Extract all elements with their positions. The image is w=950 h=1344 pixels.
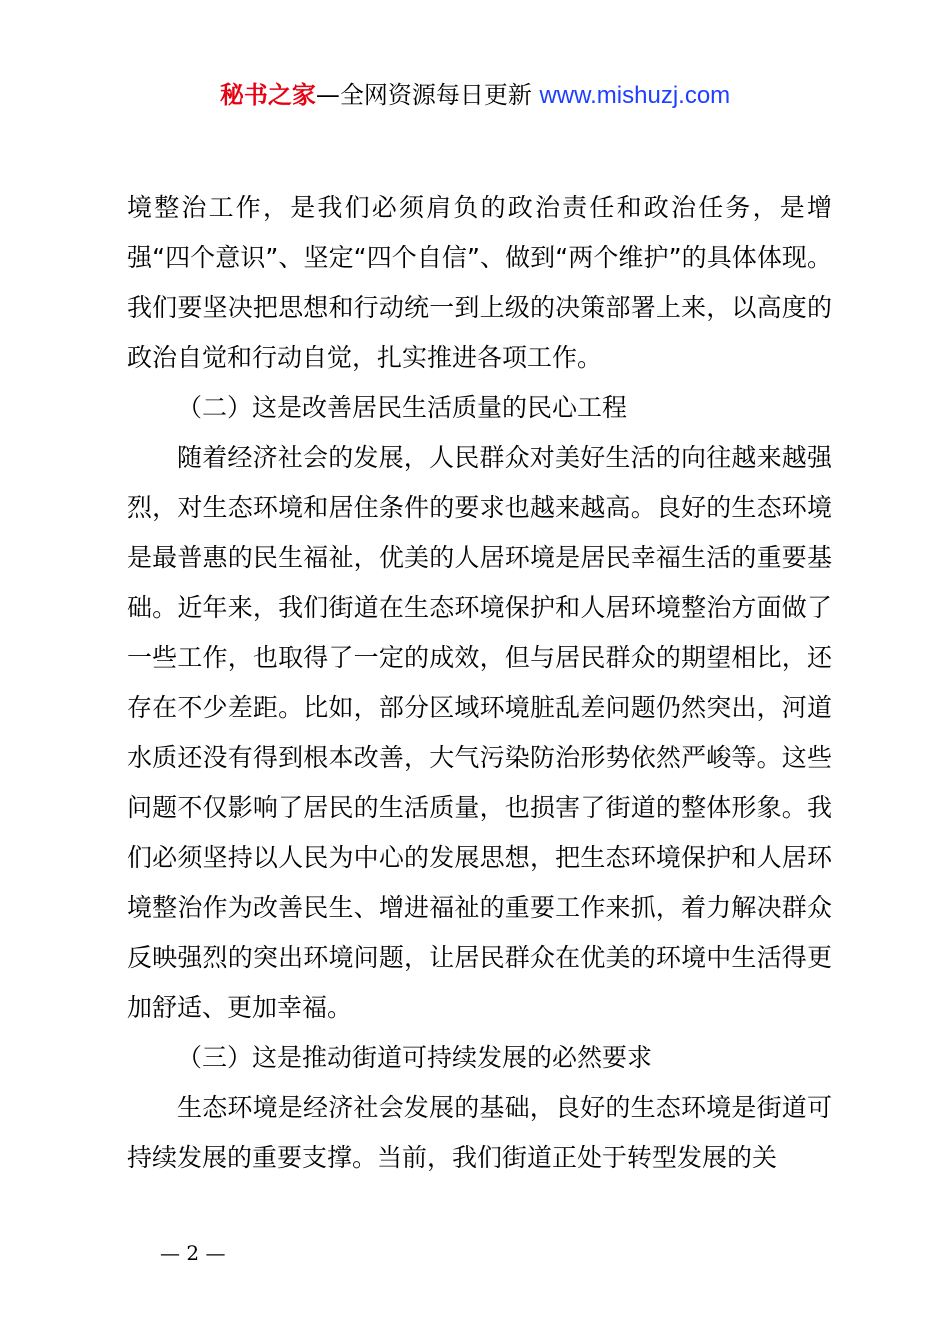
- site-brand-name: 秘书之家: [219, 81, 316, 109]
- section-heading-2: （二）这是改善居民生活质量的民心工程: [177, 393, 628, 422]
- section-heading-3: （三）这是推动街道可持续发展的必然要求: [177, 1043, 653, 1072]
- page-number: — 2 —: [160, 1241, 226, 1265]
- paragraph-body: 生态环境是经济社会发展的基础，良好的生态环境是街道可持续发展的重要支撑。当前，我们街道正处于转型发展的关: [127, 1093, 832, 1172]
- site-tagline: —全网资源每日更新: [315, 81, 540, 109]
- paragraph-continuation: 境整治工作，是我们必须肩负的政治责任和政治任务，是增强“四个意识”、坚定“四个自信”、做到“两个维护”的具体体现。我们要坚决把思想和行动统一到上级的决策部署上来，以高度的政治自觉和行动自觉，扎实推进各项工作。: [127, 193, 832, 372]
- site-watermark-header: [0, 78, 950, 113]
- site-url-link[interactable]: www.mishuzj.com: [539, 82, 731, 109]
- document-body: [127, 183, 832, 1183]
- paragraph-body: 随着经济社会的发展，人民群众对美好生活的向往越来越强烈，对生态环境和居住条件的要求也越来越高。良好的生态环境是最普惠的民生福祉，优美的人居环境是居民幸福生活的重要基础。近年来，我们街道在生态环境保护和人居环境整治方面做了一些工作，也取得了一定的成效，但与居民群众的期望相比，还存在不少差距。比如，部分区域环境脏乱差问题仍然突出，河道水质还没有得到根本改善，大气污染防治形势依然严峻等。这些问题不仅影响了居民的生活质量，也损害了街道的整体形象。我们必须坚持以人民为中心的发展思想，把生态环境保护和人居环境整治作为改善民生、增进福祉的重要工作来抓，着力解决群众反映强烈的突出环境问题，让居民群众在优美的环境中生活得更加舒适、更加幸福。: [127, 443, 832, 1022]
